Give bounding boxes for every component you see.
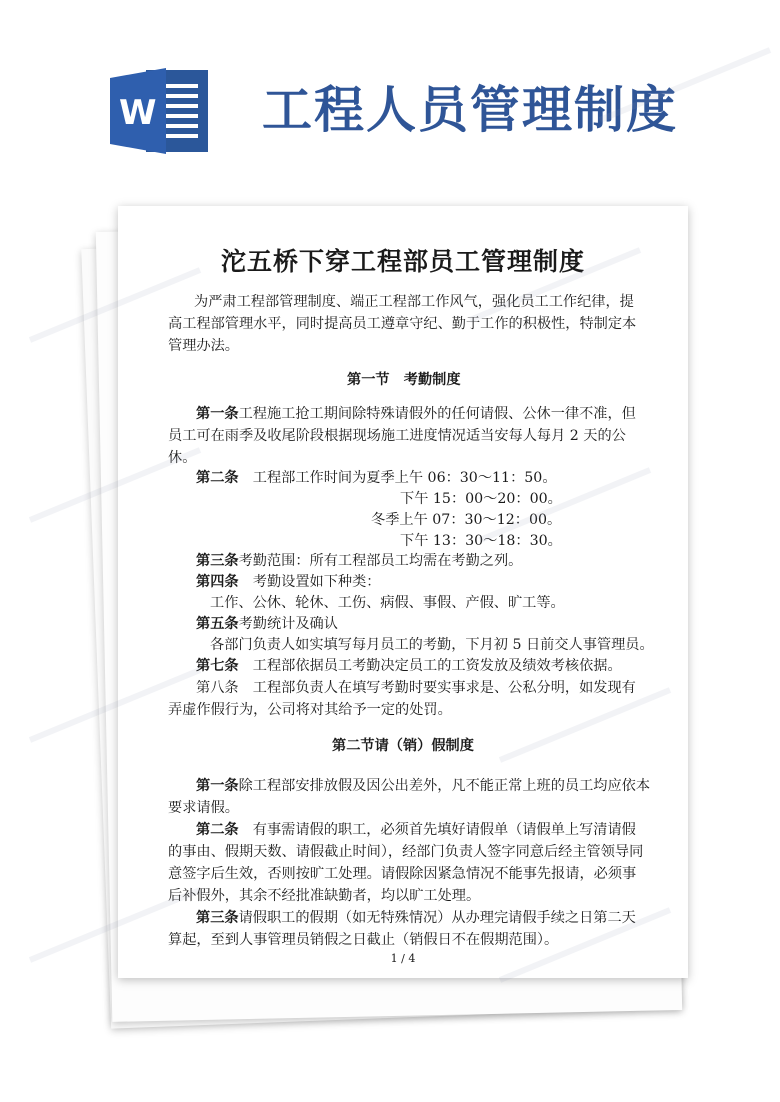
list-line: 工作、公休、轮休、工伤、病假、事假、产假、旷工等。 — [210, 595, 565, 611]
intro-line: 为严肃工程部管理制度、端正工程部工作风气，强化员工工作纪律，提 — [194, 294, 634, 310]
article-text: 考勤统计及确认 — [238, 616, 338, 632]
article-line: 要求请假。 — [168, 800, 239, 816]
article-line: 各部门负责人如实填写每月员工的考勤，下月初 5 日前交人事管理员。 — [210, 637, 654, 653]
article-label: 第三条 — [196, 910, 239, 926]
article-line: 后补假外，其余不经批准缺勤者，均以旷工处理。 — [168, 888, 481, 904]
article-line: 的事由、假期天数、请假截止时间），经部门负责人签字同意后经主管领导同 — [168, 844, 644, 860]
article-label: 第四条 — [196, 574, 239, 590]
article-text: 工程施工抢工期间除特殊请假外的任何请假、公休一律不准，但 — [238, 406, 636, 422]
article-label: 第一条 — [196, 406, 239, 422]
intro-line: 管理办法。 — [168, 338, 239, 354]
article-label: 第一条 — [196, 778, 239, 794]
article-label: 第二条 — [196, 470, 239, 486]
article-text: 工程部负责人在填写考勤时要实事求是、公私分明，如发现有 — [252, 680, 636, 696]
section-heading: 第一节 考勤制度 — [347, 372, 461, 388]
article-text: 考勤设置如下种类： — [252, 574, 381, 590]
section-heading: 第二节请（销）假制度 — [332, 738, 474, 754]
article-line: 弄虚作假行为，公司将对其给予一定的处罚。 — [168, 702, 452, 718]
article-line: 休。 — [168, 450, 197, 466]
schedule-line: 下午 15：00～20：00。 — [400, 491, 562, 507]
article-label: 第二条 — [196, 822, 239, 838]
article-label: 第八条 — [196, 680, 239, 696]
article-text: 除工程部安排放假及因公出差外，凡不能正常上班的员工均应依本 — [238, 778, 651, 794]
page-number: 1 / 4 — [390, 952, 416, 965]
article-line: 意签字后生效，否则按旷工处理。请假除因紧急情况不能事先报请，必须事 — [168, 866, 637, 882]
article-label: 第五条 — [196, 616, 239, 632]
article-line: 算起，至到人事管理员销假之日截止（销假日不在假期范围）。 — [168, 932, 559, 948]
article-text: 工程部依据员工考勤决定员工的工资发放及绩效考核依据。 — [252, 658, 622, 674]
article-text: 工程部工作时间为夏季上午 06：30～11：50。 — [252, 470, 557, 486]
article-text: 考勤范围：所有工程部员工均需在考勤之列。 — [238, 553, 523, 569]
schedule-line: 下午 13：30～18：30。 — [400, 533, 562, 549]
banner-title: 工程人员管理制度 — [262, 81, 678, 139]
schedule-line: 冬季上午 07：30～12：00。 — [371, 512, 562, 528]
intro-line: 高工程部管理水平，同时提高员工遵章守纪、勤于工作的积极性，特制定本 — [168, 316, 637, 332]
article-line: 员工可在雨季及收尾阶段根据现场施工进度情况适当安每人每月 2 天的公 — [168, 428, 626, 444]
article-label: 第三条 — [196, 553, 239, 569]
article-text: 有事需请假的职工，必须首先填好请假单（请假单上写清请假 — [252, 822, 636, 838]
document-title: 沱五桥下穿工程部员工管理制度 — [220, 247, 585, 276]
article-text: 请假职工的假期（如无特殊情况）从办理完请假手续之日第二天 — [238, 910, 636, 926]
word-logo-letter: W — [119, 93, 157, 133]
article-label: 第七条 — [196, 658, 239, 674]
